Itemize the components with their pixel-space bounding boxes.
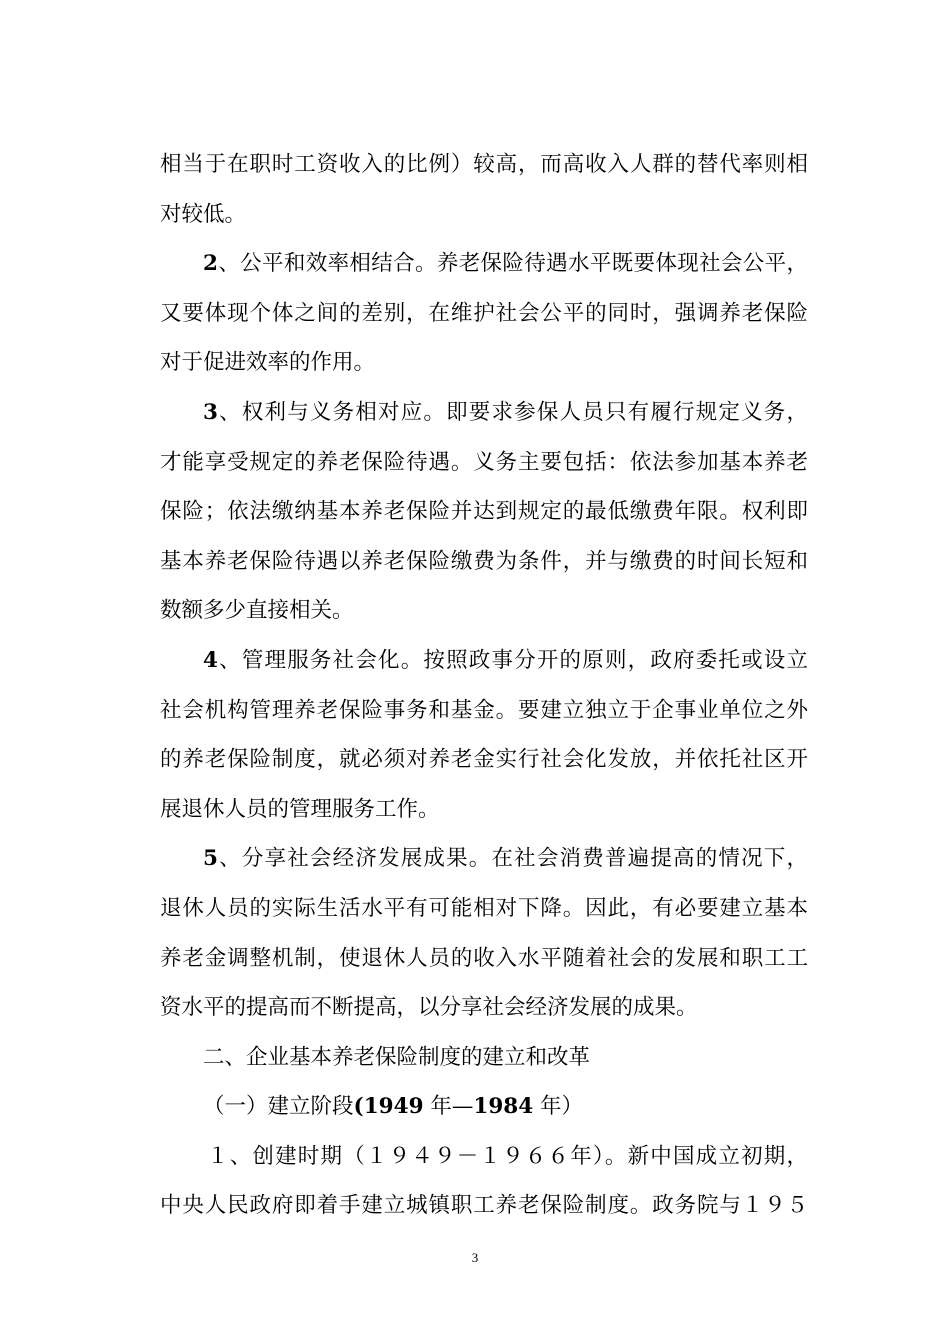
text-line-item-4: 4、管理服务社会化。按照政事分开的原则，政府委托或设立 — [203, 647, 808, 673]
text-line: 相当于在职时工资收入的比例）较高，而高收入人群的替代率则相 — [160, 152, 808, 177]
body-text — [160, 140, 808, 1231]
text-line: 保险；依法缴纳基本养老保险并达到规定的最低缴费年限。权利即 — [160, 499, 808, 525]
text-line: 数额多少直接相关。 — [160, 598, 354, 624]
text-line: 基本养老保险待遇以养老保险缴费为条件，并与缴费的时间长短和 — [160, 548, 808, 574]
text-line: 资水平的提高而不断提高，以分享社会经济发展的成果。 — [160, 995, 698, 1021]
section-heading: 二、企业基本养老保险制度的建立和改革 — [203, 1044, 591, 1070]
text-line: 养老金调整机制，使退休人员的收入水平随着社会的发展和职工工 — [160, 945, 808, 971]
page-number: 3 — [471, 1250, 479, 1265]
text-line: 展退休人员的管理服务工作。 — [160, 796, 440, 822]
text-line: 中央人民政府即着手建立城镇职工养老保险制度。政务院与１９５ — [160, 1193, 808, 1219]
text-line-item-3: 3、权利与义务相对应。即要求参保人员只有履行规定义务， — [203, 399, 808, 425]
text-line: 对较低。 — [160, 201, 247, 227]
text-line: 退休人员的实际生活水平有可能相对下降。因此，有必要建立基本 — [160, 895, 808, 921]
text-line: 对于促进效率的作用。 — [160, 350, 376, 376]
text-line: 才能享受规定的养老保险待遇。义务主要包括：依法参加基本养老 — [160, 449, 808, 475]
text-line: 又要体现个体之间的差别，在维护社会公平的同时，强调养老保险 — [160, 300, 808, 326]
text-line: 社会机构管理养老保险事务和基金。要建立独立于企事业单位之外 — [160, 697, 808, 723]
text-line-item-5: 5、分享社会经济发展成果。在社会消费普遍提高的情况下， — [203, 846, 808, 872]
text-line: １、创建时期（１９４９－１９６６年）。新中国成立初期， — [207, 1143, 808, 1169]
text-line-item-2: 2、公平和效率相结合。养老保险待遇水平既要体现社会公平， — [203, 251, 808, 277]
text-line: 的养老保险制度，就必须对养老金实行社会化发放，并依托社区开 — [160, 747, 808, 773]
subsection-heading: （一）建立阶段(1949 年—1984 年） — [203, 1094, 584, 1120]
